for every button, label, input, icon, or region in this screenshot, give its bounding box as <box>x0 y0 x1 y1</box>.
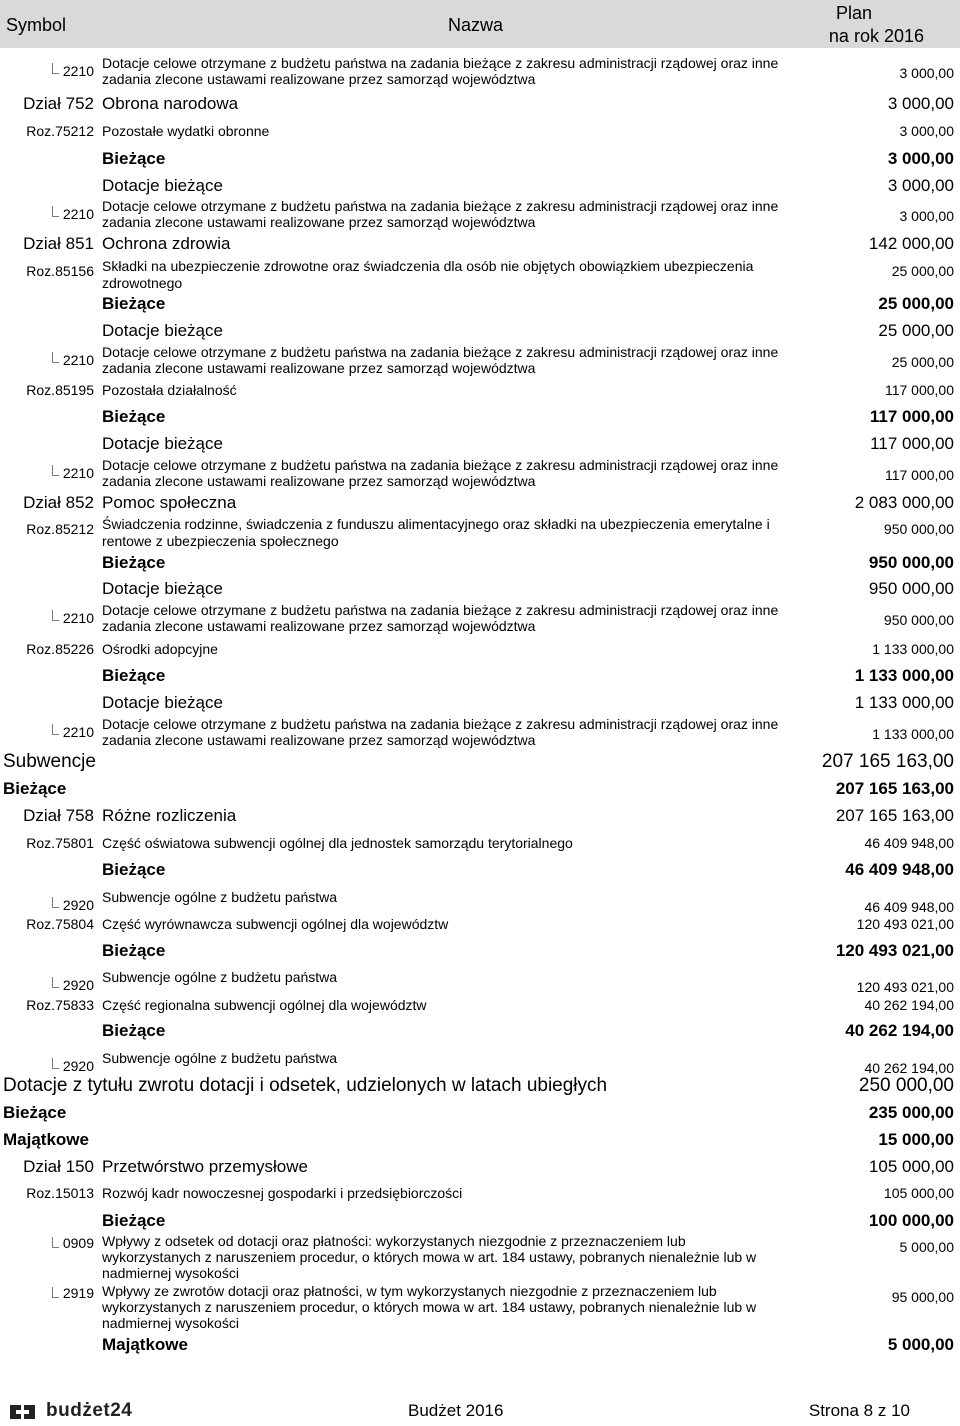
row-amount: 207 165 163,00 <box>835 806 954 825</box>
tree-connector <box>52 465 59 476</box>
row-name: Bieżące <box>102 860 166 879</box>
row-amount: 25 000,00 <box>878 294 954 313</box>
row-name: Dotacje celowe otrzymane z budżetu państwa na zadania bieżące z zakresu administracji rządowej oraz inne zadania zlecone ustawami realizowane przez samorząd województwa <box>102 602 779 634</box>
row-amount: 105 000,00 <box>868 1157 954 1176</box>
row-symbol: Dział 852 <box>23 493 94 512</box>
row-name: Wpływy ze zwrotów dotacji oraz płatności, w tym wykorzystanych niezgodnie z przeznaczeniem lub wykorzystanych z naruszeniem procedur, o których mowa w art. 184 ustawy, pobranych nienależnie lub w nadmiernej wysokości <box>102 1283 757 1331</box>
row-symbol: 2210 <box>62 352 94 368</box>
row-name: Bieżące <box>102 149 166 168</box>
row-amount: 25 000,00 <box>891 263 954 279</box>
row-name: Bieżące <box>102 1211 166 1230</box>
row-name: Bieżące <box>102 941 166 960</box>
row-name: Subwencje ogólne z budżetu państwa <box>102 1050 338 1066</box>
row-name: Pomoc społeczna <box>102 493 237 512</box>
row-amount: 40 262 194,00 <box>864 1060 954 1076</box>
row-amount: 46 409 948,00 <box>864 835 954 851</box>
tree-connector <box>52 63 59 74</box>
tree-connector <box>52 897 59 908</box>
tree-connector <box>52 1237 59 1248</box>
row-symbol: 2920 <box>62 1058 94 1074</box>
tree-connector <box>52 610 59 621</box>
row-symbol: 2210 <box>62 206 94 222</box>
row-name: Dotacje bieżące <box>102 693 223 712</box>
tree-connector <box>52 206 59 217</box>
row-amount: 950 000,00 <box>883 521 954 537</box>
footer-title: Budżet 2016 <box>408 1401 504 1420</box>
row-amount: 25 000,00 <box>878 321 954 340</box>
row-amount: 1 133 000,00 <box>872 726 954 742</box>
row-symbol: 2210 <box>62 724 94 740</box>
row-symbol: Roz.75801 <box>26 835 94 851</box>
row-name: Składki na ubezpieczenie zdrowotne oraz świadczenia dla osób nie objętych obowiązkiem ubezpieczenia zdrowotnego <box>102 258 754 291</box>
column-header-plan: Plan <box>835 3 872 23</box>
row-name: Dotacje bieżące <box>102 579 223 598</box>
row-symbol: Majątkowe <box>3 1130 89 1149</box>
row-name: Subwencje ogólne z budżetu państwa <box>102 889 338 905</box>
row-name: Różne rozliczenia <box>102 806 237 825</box>
column-header-nazwa: Nazwa <box>448 15 504 35</box>
row-amount: 40 262 194,00 <box>864 997 954 1013</box>
row-symbol: Dotacje z tytułu zwrotu dotacji i odsetek, udzielonych w latach ubiegłych <box>3 1075 608 1096</box>
row-amount: 100 000,00 <box>868 1211 954 1230</box>
page-footer <box>0 1392 960 1426</box>
row-amount: 15 000,00 <box>878 1130 954 1149</box>
row-name: Subwencje ogólne z budżetu państwa <box>102 969 338 985</box>
row-name: Świadczenia rodzinne, świadczenia z funduszu alimentacyjnego oraz składki na ubezpieczenia emerytalne i rentowe z ubezpieczenia społecznego <box>102 516 770 549</box>
logo-text: budżet24 <box>46 1400 133 1421</box>
row-amount: 3 000,00 <box>899 123 954 139</box>
row-name: Przetwórstwo przemysłowe <box>102 1157 308 1176</box>
row-symbol: Roz.75833 <box>26 997 94 1013</box>
page-number: Strona 8 z 10 <box>808 1401 910 1420</box>
row-name: Dotacje bieżące <box>102 434 223 453</box>
row-amount: 105 000,00 <box>883 1185 954 1201</box>
row-amount: 5 000,00 <box>899 1239 954 1255</box>
row-amount: 95 000,00 <box>891 1289 954 1305</box>
row-symbol: 2920 <box>62 897 94 913</box>
row-amount: 3 000,00 <box>887 176 954 195</box>
row-name: Bieżące <box>102 666 166 685</box>
table-header <box>0 0 960 48</box>
row-amount: 1 133 000,00 <box>854 693 954 712</box>
row-symbol: Roz.15013 <box>26 1185 94 1201</box>
column-header-symbol: Symbol <box>6 15 67 35</box>
row-name: Bieżące <box>102 294 166 313</box>
row-name: Dotacje celowe otrzymane z budżetu państwa na zadania bieżące z zakresu administracji rządowej oraz inne zadania zlecone ustawami realizowane przez samorząd województwa <box>102 198 779 230</box>
row-amount: 117 000,00 <box>884 467 954 483</box>
budzet24-logo-icon <box>8 1401 38 1423</box>
row-amount: 2 083 000,00 <box>854 493 954 512</box>
row-amount: 25 000,00 <box>891 354 954 370</box>
row-amount: 1 133 000,00 <box>872 641 954 657</box>
row-name: Dotacje bieżące <box>102 321 223 340</box>
tree-connector <box>52 1058 59 1069</box>
row-symbol: Bieżące <box>3 779 67 798</box>
row-amount: 950 000,00 <box>868 553 954 572</box>
row-amount: 950 000,00 <box>883 612 954 628</box>
row-amount: 46 409 948,00 <box>864 899 954 915</box>
row-symbol: Dział 758 <box>23 806 94 825</box>
row-name: Majątkowe <box>102 1335 188 1354</box>
row-symbol: 2920 <box>62 977 94 993</box>
row-name: Dotacje celowe otrzymane z budżetu państwa na zadania bieżące z zakresu administracji rządowej oraz inne zadania zlecone ustawami realizowane przez samorząd województwa <box>102 344 779 376</box>
row-amount: 3 000,00 <box>899 65 954 81</box>
row-name: Dotacje celowe otrzymane z budżetu państwa na zadania bieżące z zakresu administracji rządowej oraz inne zadania zlecone ustawami realizowane przez samorząd województwa <box>102 55 779 87</box>
row-name: Pozostała działalność <box>102 382 237 398</box>
row-symbol: Roz.75804 <box>26 916 94 932</box>
row-amount: 117 000,00 <box>869 407 954 426</box>
row-name: Dotacje celowe otrzymane z budżetu państwa na zadania bieżące z zakresu administracji rządowej oraz inne zadania zlecone ustawami realizowane przez samorząd województwa <box>102 457 779 489</box>
row-symbol: 2919 <box>62 1285 94 1301</box>
row-amount: 117 000,00 <box>884 382 954 398</box>
row-name: Część oświatowa subwencji ogólnej dla jednostek samorządu terytorialnego <box>102 835 573 851</box>
row-amount: 950 000,00 <box>868 579 954 598</box>
row-name: Obrona narodowa <box>102 94 239 113</box>
row-symbol: 2210 <box>62 610 94 626</box>
row-name: Ochrona zdrowia <box>102 234 231 253</box>
row-name: Część wyrównawcza subwencji ogólnej dla województw <box>102 916 449 932</box>
row-amount: 120 493 021,00 <box>856 979 954 995</box>
row-amount: 117 000,00 <box>870 434 954 453</box>
tree-connector <box>52 1287 59 1298</box>
row-amount: 40 262 194,00 <box>845 1021 954 1040</box>
row-symbol: Roz.85226 <box>26 641 94 657</box>
row-name: Rozwój kadr nowoczesnej gospodarki i przedsiębiorczości <box>102 1185 463 1201</box>
row-amount: 3 000,00 <box>887 94 954 113</box>
row-name: Bieżące <box>102 1021 166 1040</box>
row-amount: 250 000,00 <box>858 1075 954 1096</box>
row-amount: 207 165 163,00 <box>821 751 954 772</box>
row-amount: 235 000,00 <box>868 1103 954 1122</box>
row-symbol: Subwencje <box>3 751 96 772</box>
row-symbol: Roz.75212 <box>26 123 94 139</box>
row-amount: 46 409 948,00 <box>845 860 954 879</box>
row-name: Wpływy z odsetek od dotacji oraz płatności: wykorzystanych niezgodnie z przeznaczeniem lub wykorzystanych z naruszeniem procedur, o których mowa w art. 184 ustawy, pobranych nienależnie lub w nadmiernej wysokości <box>102 1233 757 1281</box>
row-symbol: Dział 150 <box>23 1157 94 1176</box>
row-symbol: Roz.85195 <box>26 382 94 398</box>
row-name: Dotacje bieżące <box>102 176 223 195</box>
row-name: Część regionalna subwencji ogólnej dla województw <box>102 997 427 1013</box>
row-symbol: 2210 <box>62 63 94 79</box>
row-amount: 1 133 000,00 <box>854 666 954 685</box>
tree-connector <box>52 724 59 735</box>
row-amount: 3 000,00 <box>887 149 954 168</box>
row-name: Dotacje celowe otrzymane z budżetu państwa na zadania bieżące z zakresu administracji rządowej oraz inne zadania zlecone ustawami realizowane przez samorząd województwa <box>102 716 779 748</box>
row-amount: 120 493 021,00 <box>835 941 954 960</box>
tree-connector <box>52 352 59 363</box>
row-symbol: Bieżące <box>3 1103 67 1122</box>
row-symbol: 2210 <box>62 465 94 481</box>
row-symbol: 0909 <box>62 1235 94 1251</box>
row-name: Ośrodki adopcyjne <box>102 641 218 657</box>
row-amount: 120 493 021,00 <box>856 916 954 932</box>
row-amount: 3 000,00 <box>899 208 954 224</box>
row-amount: 5 000,00 <box>887 1335 954 1354</box>
row-name: Bieżące <box>102 407 166 426</box>
row-symbol: Dział 851 <box>23 234 94 253</box>
row-symbol: Roz.85156 <box>26 263 94 279</box>
row-symbol: Dział 752 <box>23 94 94 113</box>
row-symbol: Roz.85212 <box>26 521 94 537</box>
tree-connector <box>52 977 59 988</box>
row-name: Bieżące <box>102 553 166 572</box>
column-header-plan-year: na rok 2016 <box>828 26 924 46</box>
row-name: Pozostałe wydatki obronne <box>102 123 270 139</box>
row-amount: 207 165 163,00 <box>835 779 954 798</box>
row-amount: 142 000,00 <box>868 234 954 253</box>
